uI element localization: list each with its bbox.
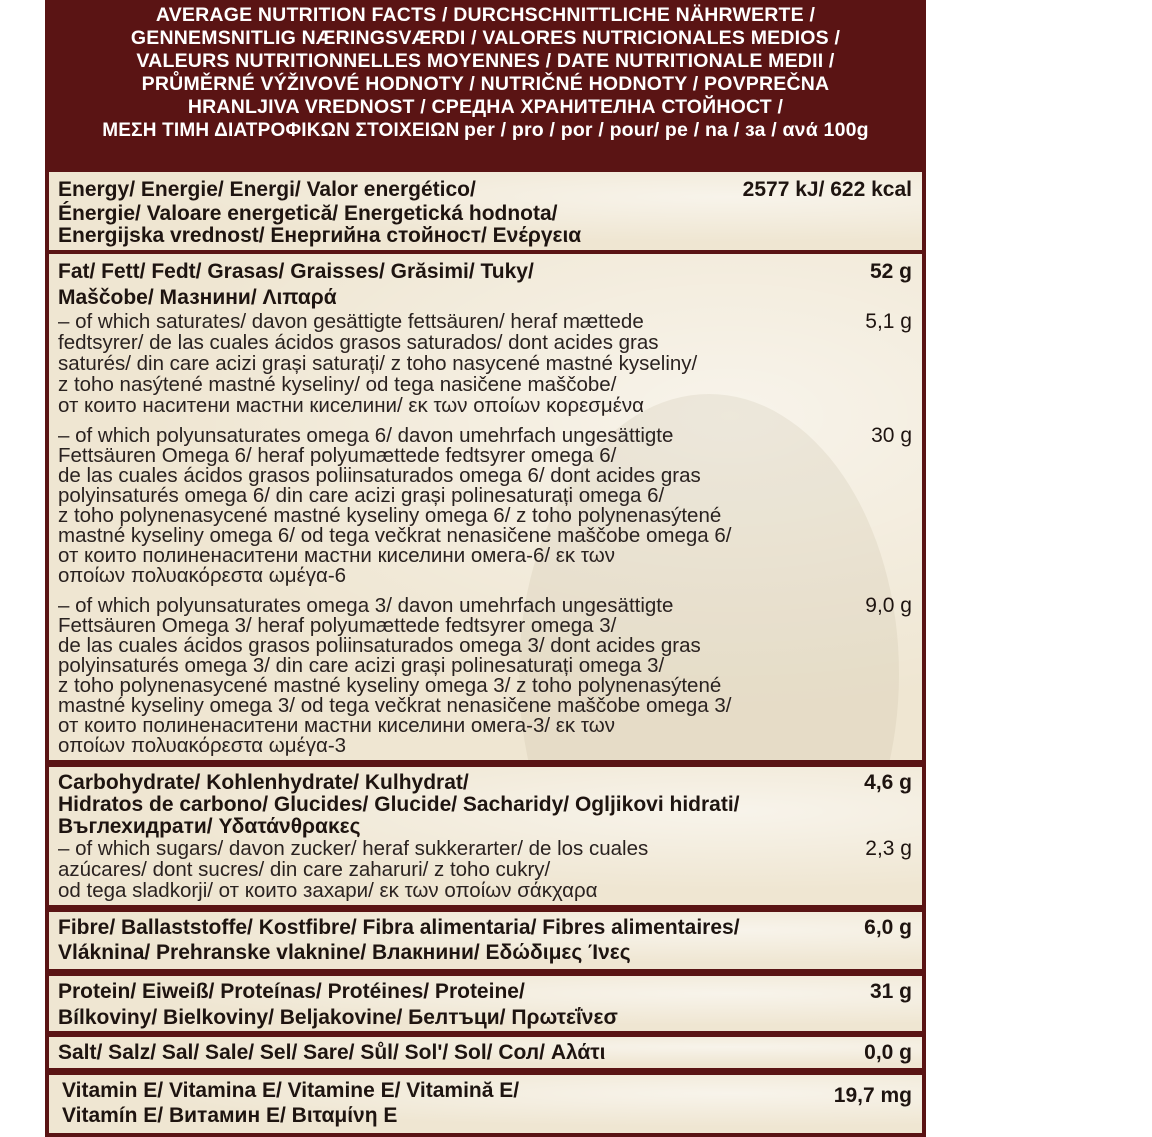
vitamin-e-row	[49, 1075, 922, 1133]
omega3-line: – of which polyunsaturates omega 3/ davon umehrfach ungesättigte	[58, 594, 674, 617]
omega6-line: polyinsaturés omega 6/ din care acizi grași polinesaturați omega 6/	[58, 484, 665, 507]
salt-row	[49, 1037, 922, 1068]
energy-value: 2577 kJ/ 622 kcal	[742, 178, 912, 201]
saturates-line: saturés/ din care acizi grași saturați/ z toho nasycené mastné kyseliny/	[58, 352, 698, 375]
nutrition-panel	[45, 0, 926, 1137]
nutrition-header	[45, 4, 926, 170]
saturates-line: – of which saturates/ davon gesättigte fettsäuren/ heraf mættede	[58, 310, 644, 333]
protein-label-line: Protein/ Eiweiß/ Proteínas/ Protéines/ Proteine/	[58, 980, 525, 1003]
salt-value: 0,0 g	[864, 1041, 912, 1064]
fat-row	[49, 254, 922, 760]
carbohydrate-label-line: Hidratos de carbono/ Glucides/ Glucide/ Sacharidy/ Ogljikovi hidrati/	[58, 793, 740, 816]
sugars-line: azúcares/ dont sucres/ din care zaharuri/ z toho cukry/	[58, 858, 551, 881]
fat-label-line: Maščobe/ Мазнини/ Λιπαρά	[58, 286, 337, 309]
energy-label-line: Energy/ Energie/ Energi/ Valor energético/	[58, 178, 476, 201]
omega3-line: polyinsaturés omega 3/ din care acizi grași polinesaturați omega 3/	[58, 654, 665, 677]
omega6-value: 30 g	[871, 424, 912, 447]
header-line: VALEURS NUTRITIONNELLES MOYENNES / DATE NUTRITIONALE MEDII /	[136, 50, 835, 72]
saturates-line: z toho nasýtené mastné kyseliny/ od tega nasičene maščobe/	[58, 373, 617, 396]
fibre-row	[49, 912, 922, 969]
energy-row	[49, 172, 922, 250]
omega3-line: de las cuales ácidos grasos poliinsaturados omega 3/ dont acides gras	[58, 634, 701, 657]
protein-label-line: Bílkoviny/ Bielkoviny/ Beljakovine/ Белтъци/ Πρωτεΐνεσ	[58, 1006, 618, 1029]
carbohydrate-label-line: Въглехидрати/ Υδατάνθρακες	[58, 815, 361, 838]
salt-label-line: Salt/ Salz/ Sal/ Sale/ Sel/ Sare/ Sůl/ Sol'/ Sol/ Сол/ Αλάτι	[58, 1041, 606, 1064]
fibre-label-line: Fibre/ Ballaststoffe/ Kostfibre/ Fibra alimentaria/ Fibres alimentaires/	[58, 916, 740, 939]
sugars-line: – of which sugars/ davon zucker/ heraf sukkerarter/ de los cuales	[58, 837, 649, 860]
sugars-value: 2,3 g	[865, 837, 912, 860]
fibre-value: 6,0 g	[864, 916, 912, 939]
saturates-line: от които наситени мастни киселини/ εκ των οποίων κορεσμένα	[58, 394, 644, 417]
nutrition-table	[49, 172, 922, 1133]
header-line: HRANLJIVA VREDNOST / СРЕДНА ХРАНИТЕЛНА СТОЙНОСТ /	[187, 96, 784, 118]
omega6-line: z toho polynenasycené mastné kyseliny omega 6/ z toho polynenasýtené	[58, 504, 722, 527]
omega6-line: Fettsäuren Omega 6/ heraf polyumættede fedtsyrer omega 6/	[58, 444, 617, 467]
omega3-line: z toho polynenasycené mastné kyseliny omega 3/ z toho polynenasýtené	[58, 674, 722, 697]
saturates-value: 5,1 g	[865, 310, 912, 333]
omega3-line: οποίων πολυακόρεστα ωμέγα-3	[58, 734, 347, 757]
saturates-line: fedtsyrer/ de las cuales ácidos grasos saturados/ dont acides gras	[58, 331, 659, 354]
omega6-line: – of which polyunsaturates omega 6/ davon umehrfach ungesättigte	[58, 424, 674, 447]
omega3-line: Fettsäuren Omega 3/ heraf polyumættede fedtsyrer omega 3/	[58, 614, 617, 637]
omega3-line: mastné kyseliny omega 3/ od tega večkrat nenasičene maščobe omega 3/	[58, 694, 732, 717]
fat-value: 52 g	[869, 260, 912, 283]
header-line: AVERAGE NUTRITION FACTS / DURCHSCHNITTLICHE NÄHRWERTE /	[155, 4, 816, 26]
header-per-100g: per / pro / por / pour/ pe / na / за / ανά 100g	[464, 119, 869, 141]
fat-label-line: Fat/ Fett/ Fedt/ Grasas/ Graisses/ Grăsimi/ Tuky/	[58, 260, 534, 283]
sugars-line: od tega sladkorji/ от които захари/ εκ των οποίων σάκχαρα	[58, 879, 598, 902]
vitamin-e-label-line: Vitamin E/ Vitamina E/ Vitamine E/ Vitamină E/	[62, 1079, 520, 1102]
carbohydrate-row	[49, 767, 922, 905]
protein-row	[49, 976, 922, 1031]
energy-label-line: Energijska vrednost/ Енергийна стойност/ Ενέργεια	[58, 224, 582, 247]
vitamin-e-value: 19,7 mg	[833, 1084, 912, 1107]
header-line: ΜΕΣΗ ΤΙΜΗ ΔΙΑΤΡΟΦΙΚΩΝ ΣΤΟΙΧΕΙΩΝ	[102, 120, 460, 141]
header-line: PRŮMĚRNÉ VÝŽIVOVÉ HODNOTY / NUTRIČNÉ HODNOTY / POVPREČNA	[141, 73, 830, 95]
omega6-line: mastné kyseliny omega 6/ od tega večkrat nenasičene maščobe omega 6/	[58, 524, 732, 547]
carbohydrate-label-line: Carbohydrate/ Kohlenhydrate/ Kulhydrat/	[58, 771, 469, 794]
fibre-label-line: Vláknina/ Prehranske vlaknine/ Влакнини/ Εδώδιμες Ίνες	[58, 941, 631, 964]
energy-label-line: Énergie/ Valoare energetică/ Energetická hodnota/	[58, 202, 558, 225]
vitamin-e-label-line: Vitamín E/ Витамин Е/ Βιταμίνη Ε	[62, 1104, 398, 1127]
carbohydrate-value: 4,6 g	[864, 771, 912, 794]
omega3-value: 9,0 g	[865, 594, 912, 617]
omega3-line: от които полиненаситени мастни киселини омега-3/ εκ των	[58, 714, 615, 737]
omega6-line: de las cuales ácidos grasos poliinsaturados omega 6/ dont acides gras	[58, 464, 701, 487]
omega6-line: οποίων πολυακόρεστα ωμέγα-6	[58, 564, 347, 587]
header-line: GENNEMSNITLIG NÆRINGSVÆRDI / VALORES NUTRICIONALES MEDIOS /	[130, 27, 841, 49]
protein-value: 31 g	[869, 980, 912, 1003]
omega6-line: от които полиненаситени мастни киселини омега-6/ εκ των	[58, 544, 615, 567]
